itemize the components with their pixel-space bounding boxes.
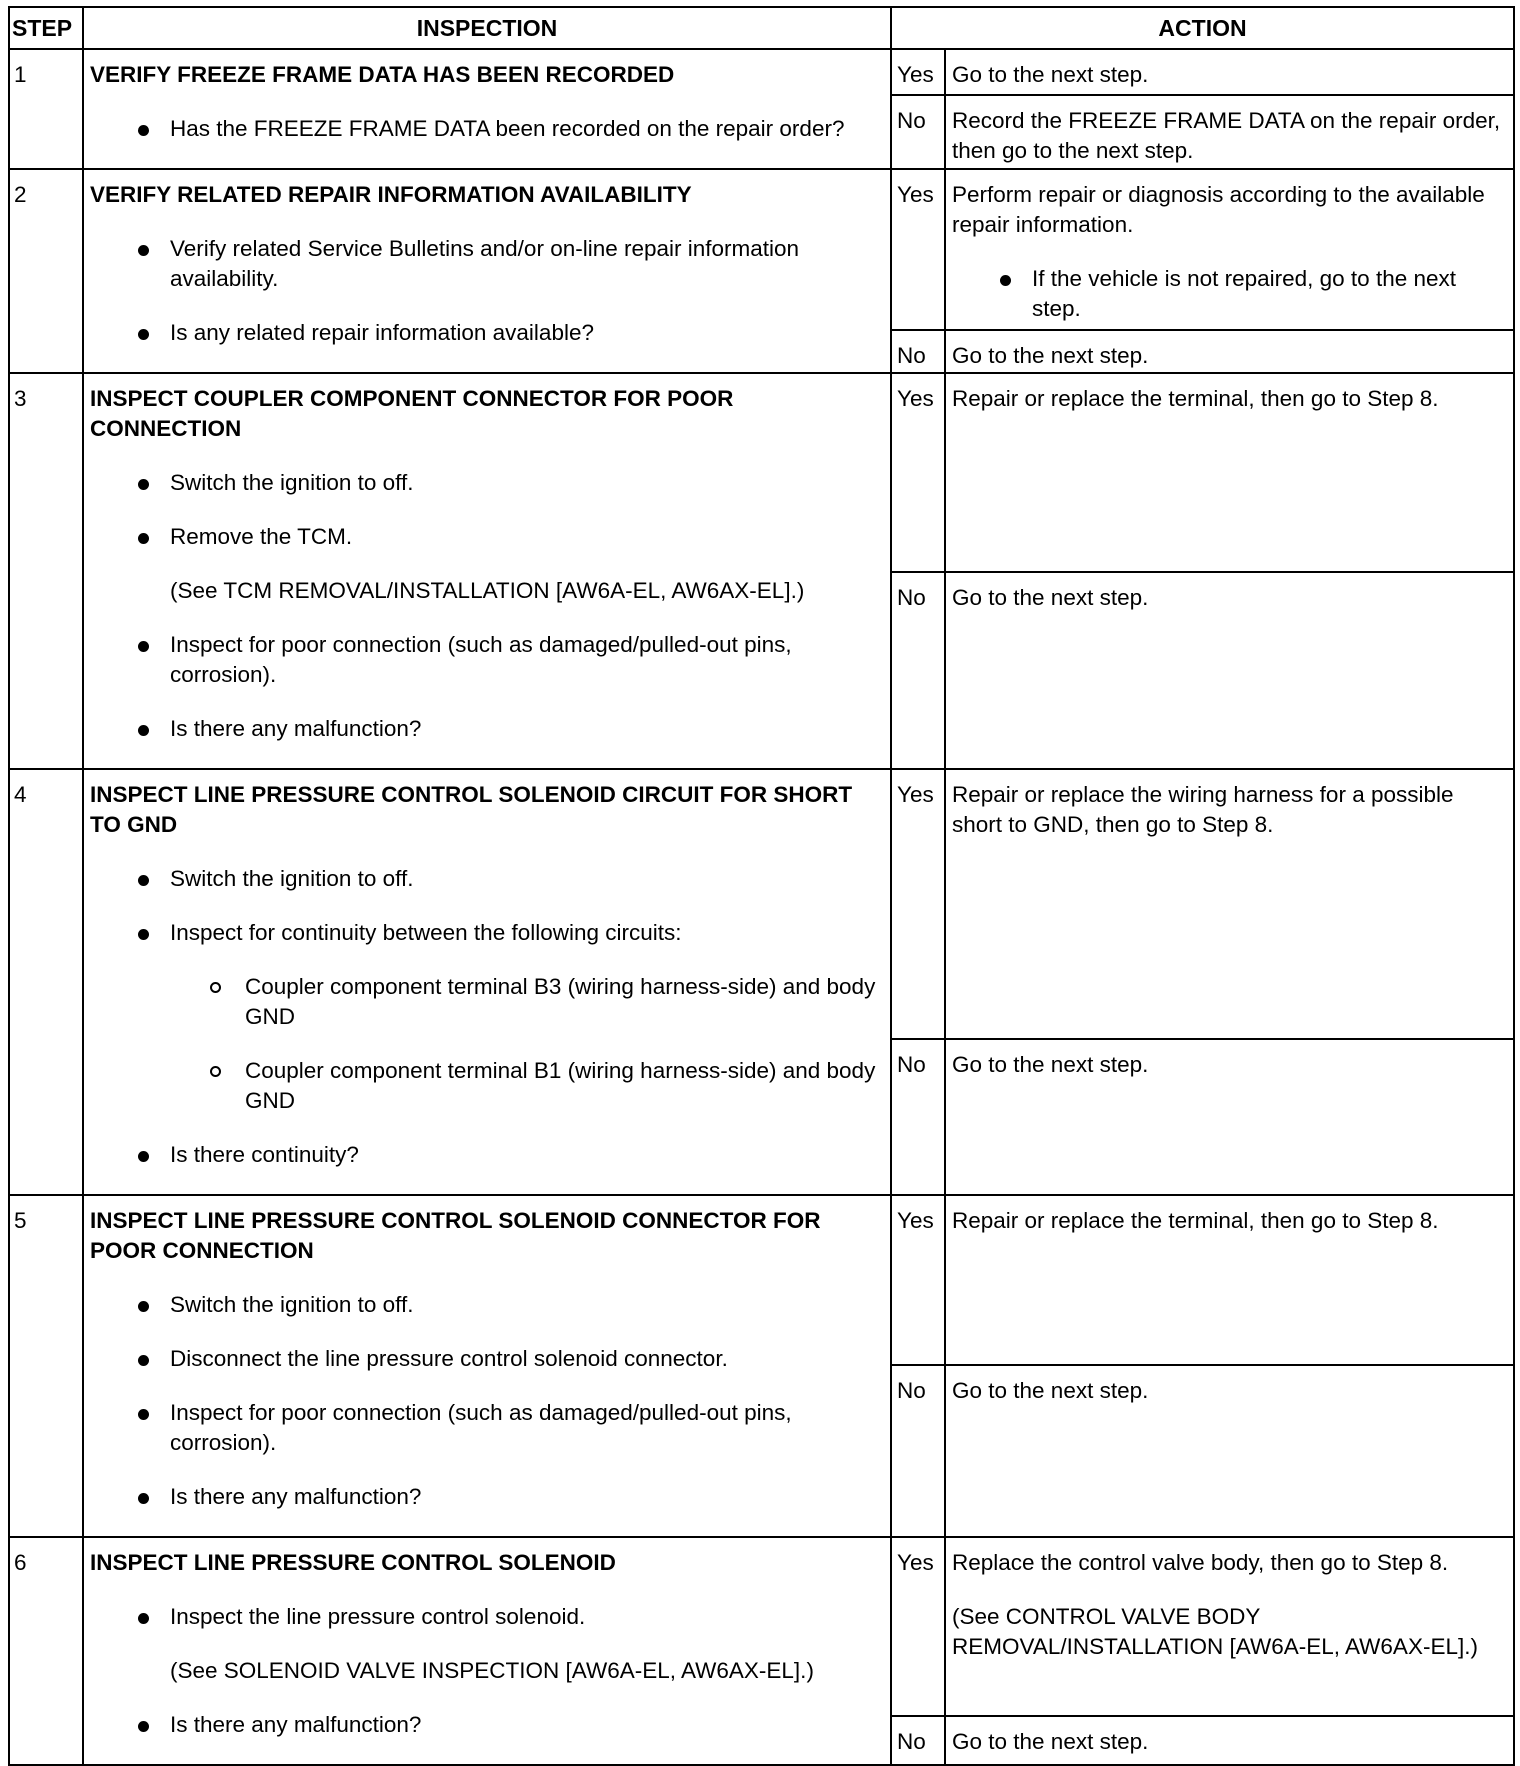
yes-label: Yes [891,769,945,1039]
yes-label: Yes [891,49,945,95]
diagnostic-table [8,6,1515,1766]
inspection-cell [83,1537,891,1765]
yes-label: Yes [891,169,945,330]
bullet-item: Is there any malfunction? [90,714,884,744]
step-number: 1 [9,49,83,169]
yes-action [945,169,1514,330]
table-row [9,49,1514,95]
inspection-title: INSPECT COUPLER COMPONENT CONNECTOR FOR POOR CONNECTION [90,386,734,441]
yes-label: Yes [891,373,945,572]
yes-action [945,769,1514,1039]
no-label: No [891,1365,945,1537]
table-row [9,769,1514,1039]
no-label: No [891,95,945,169]
bullet-item: Disconnect the line pressure control solenoid connector. [90,1344,884,1374]
sub-bullet-item: Coupler component terminal B1 (wiring harness-side) and body GND [90,1056,884,1116]
inspection-cell [83,49,891,169]
bullet-item: Is any related repair information available? [90,318,884,348]
step-number: 5 [9,1195,83,1537]
inspection-title: INSPECT LINE PRESSURE CONTROL SOLENOID CONNECTOR FOR POOR CONNECTION [90,1208,821,1263]
header-inspection: INSPECTION [83,7,891,49]
table-body [9,49,1514,1765]
bullet-item: Inspect for poor connection (such as damaged/pulled-out pins, corrosion). [90,1398,884,1458]
bullet-item: Inspect the line pressure control solenoid. [90,1602,884,1632]
bullet-item: Inspect for poor connection (such as damaged/pulled-out pins, corrosion). [90,630,884,690]
bullet-item: Switch the ignition to off. [90,864,884,894]
yes-action [945,49,1514,95]
yes-action [945,1195,1514,1365]
reference-note: (See SOLENOID VALVE INSPECTION [AW6A-EL, AW6AX-EL].) [170,1658,814,1683]
bullet-item: Is there any malfunction? [90,1710,884,1740]
yes-action-text: Repair or replace the terminal, then go to Step 8. [952,1208,1439,1233]
inspection-title: INSPECT LINE PRESSURE CONTROL SOLENOID [90,1550,616,1575]
no-action: Go to the next step. [945,1716,1514,1765]
no-label: No [891,1039,945,1195]
header-step: STEP [9,7,83,49]
table-row [9,169,1514,330]
step-number: 3 [9,373,83,769]
yes-action [945,1537,1514,1716]
no-action: Go to the next step. [945,1365,1514,1537]
bullet-item: Is there any malfunction? [90,1482,884,1512]
header-row [9,7,1514,49]
table-row [9,1195,1514,1365]
yes-action [945,373,1514,572]
bullet-item: Verify related Service Bulletins and/or on-line repair information availability. [90,234,884,294]
inspection-cell [83,373,891,769]
table-row [9,1537,1514,1716]
inspection-cell [83,1195,891,1537]
bullet-item: Switch the ignition to off. [90,1290,884,1320]
yes-action-note: (See CONTROL VALVE BODY REMOVAL/INSTALLATION [AW6A-EL, AW6AX-EL].) [952,1604,1478,1659]
inspection-title: INSPECT LINE PRESSURE CONTROL SOLENOID CIRCUIT FOR SHORT TO GND [90,782,853,837]
no-action: Go to the next step. [945,330,1514,373]
bullet-item: Has the FREEZE FRAME DATA been recorded on the repair order? [90,114,884,144]
no-action: Go to the next step. [945,1039,1514,1195]
yes-action-text: Repair or replace the terminal, then go to Step 8. [952,386,1439,411]
reference-note: (See TCM REMOVAL/INSTALLATION [AW6A-EL, AW6AX-EL].) [170,578,805,603]
header-action: ACTION [891,7,1514,49]
bullet-item: Switch the ignition to off. [90,468,884,498]
inspection-title: VERIFY RELATED REPAIR INFORMATION AVAILABILITY [90,182,692,207]
yes-action-text: Go to the next step. [952,62,1149,87]
step-number: 6 [9,1537,83,1765]
table-row [9,373,1514,572]
no-label: No [891,330,945,373]
yes-action-text: Perform repair or diagnosis according to the available repair information. [952,182,1485,237]
yes-label: Yes [891,1537,945,1716]
step-number: 4 [9,769,83,1195]
no-label: No [891,572,945,769]
no-action: Record the FREEZE FRAME DATA on the repair order, then go to the next step. [945,95,1514,169]
bullet-item: Is there continuity? [90,1140,884,1170]
sub-bullet-item: Coupler component terminal B3 (wiring harness-side) and body GND [90,972,884,1032]
step-number: 2 [9,169,83,373]
inspection-title: VERIFY FREEZE FRAME DATA HAS BEEN RECORDED [90,62,675,87]
inspection-cell [83,769,891,1195]
yes-action-text: Replace the control valve body, then go to Step 8. [952,1550,1449,1575]
no-action: Go to the next step. [945,572,1514,769]
inspection-cell [83,169,891,373]
bullet-item: Remove the TCM. [90,522,884,552]
yes-action-bullet: If the vehicle is not repaired, go to the next step. [952,264,1507,324]
no-label: No [891,1716,945,1765]
yes-action-text: Repair or replace the wiring harness for a possible short to GND, then go to Step 8. [952,782,1454,837]
yes-label: Yes [891,1195,945,1365]
bullet-item: Inspect for continuity between the following circuits: [90,918,884,948]
